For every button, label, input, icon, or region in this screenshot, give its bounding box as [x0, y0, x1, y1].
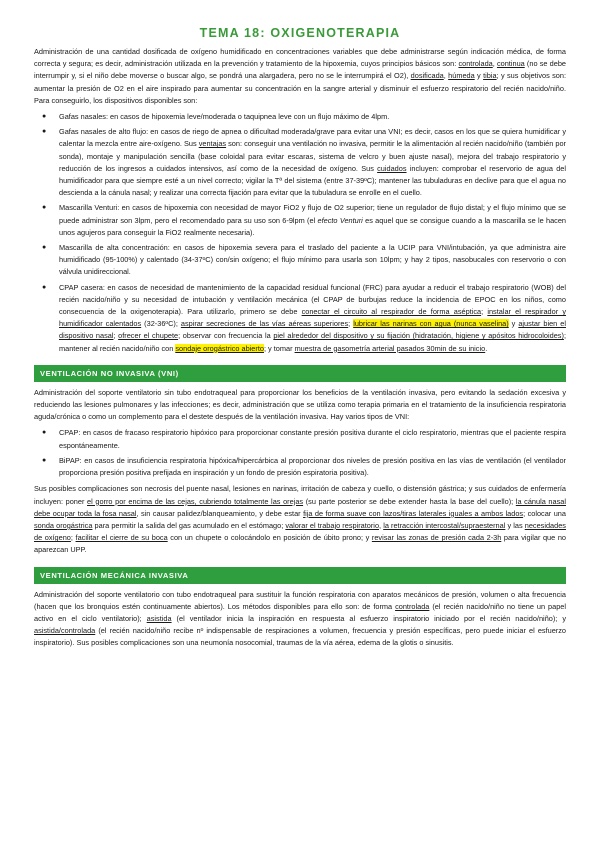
item-text: Gafas nasales de alto flujo: en casos de riego de apnea o dificultad moderada/grave para evitar una VNI; es decir, casos en los que se quiera humidificar y calentar la mezcla entre aire-oxígeno. Sus	[59, 127, 566, 149]
intro-text: ; y sus objetivos son: aumentar la presión de O2 en el aire inspirado para aumentar su concentración en la sangre arterial y disminuir el esfuerzo respiratorio del recién nacido/niño. Para conseguirlo, los dispositivos disponibles son:	[34, 71, 566, 105]
underlined-step: muestra de gasometría arterial pasados 30min de su inicio	[294, 343, 486, 353]
list-item-gafas-nasales	[34, 111, 566, 123]
separator: ;	[70, 533, 76, 543]
highlighted-step: lubricar las narinas con agua (nunca vaselina)	[353, 319, 509, 329]
item-text: Gafas nasales: en casos de hipoxemia leve/moderada o taquipnea leve con un flujo máximo de 4lpm.	[59, 112, 390, 122]
paragraph-text: (su parte posterior se debe extender hasta la base del cuello);	[303, 496, 516, 506]
method-asistida: asistida	[146, 613, 172, 623]
underlined-term: cuidados	[377, 163, 407, 173]
paragraph-text: (el recién nacido/niño no tiene un papel activo en el ciclo ventilatorio);	[34, 601, 566, 623]
bullet-icon: ●	[42, 113, 47, 121]
item-text: es aquel que se consigue cuando a la mascarilla se le hacen unos agujeros para conseguir la FiO2 realmente necesaria).	[59, 215, 566, 237]
item-text: Mascarilla Venturi: en casos de hipoxemia con necesidad de mayor FiO2 y flujo de O2 superior; tiene un regulador de flujo distal; y el flujo mínimo que se puede administrar son 3lpm, pero el recomendado para su uso son 6-9lpm (el	[59, 203, 566, 225]
item-text: CPAP casera: en casos de necesidad de mantenimiento de la capacidad residual funcional (FRC) para ayudar a reducir el trabajo respiratorio (WOB) del recién nacido/niño y su necesidad de intubación y ventilación mecánica (el CPAP de burbujas reduce la incidencia de EPOC en los niños, como consecuencia de la oxigenoterapia). Para utilizarlo, primero se debe	[59, 282, 566, 317]
bullet-icon: ●	[42, 456, 47, 464]
list-item-gafas-alto-flujo	[34, 126, 566, 199]
principle-continua: continua	[496, 59, 525, 69]
paragraph-text: ; colocar una	[523, 508, 566, 518]
separator: ;	[113, 331, 119, 341]
underlined-step: ajustar bien el dispositivo nasal	[59, 319, 566, 341]
principle-tibia: tibia	[483, 71, 497, 81]
bullet-icon: ●	[42, 429, 47, 437]
separator: ,	[443, 71, 449, 81]
paragraph-text: (el recién nacido/niño recibe nº indispensable de respiraciones a volumen, frecuencia y presión específicas, pero puede iniciar el esfuerzo inspiratorio). Sus posibles complicaciones son una neumonía nosocomial, traumas de la vía aérea, edema de la glotis o sinusitis.	[34, 626, 566, 648]
underlined-term: ventajas	[198, 139, 227, 149]
underlined-care: el gorro por encima de las cejas, cubriendo totalmente las orejas	[87, 496, 304, 506]
item-text: Mascarilla de alta concentración: en casos de hipoxemia severa para el traslado del paciente a la UCIP para VNI/intubación, ya que administra aire humidificado (95-100%) y calentado (34-37ºC) con/sin oxígeno; el flujo mínimo para usarla son 10lpm; y hay 2 tipos, nasobucales con reservorio o con válvula unidireccional.	[59, 243, 566, 277]
principle-dosificada: dosificada	[410, 71, 444, 81]
item-text: ; observar con frecuencia la	[178, 331, 274, 341]
underlined-step: instalar el respirador y humidificador calentados	[59, 307, 567, 329]
section-header-vni: VENTILACIÓN NO INVASIVA (VNI)	[34, 365, 566, 382]
underlined-care: revisar las zonas de presión cada 2-3h	[371, 533, 502, 543]
principle-humeda: húmeda	[448, 71, 475, 81]
vni-types-list	[34, 427, 566, 479]
separator: ,	[492, 59, 497, 69]
paragraph-text: con un chupete o colocándolo en posición de úbito prono; y	[167, 533, 372, 543]
item-text: ; mantener al recién nacido/niño con	[59, 331, 566, 353]
vni-complications-paragraph	[34, 483, 566, 556]
item-text: (32-36ºC);	[141, 319, 181, 329]
underlined-step: piel alrededor del dispositivo y su fijación (hidratación, higiene y apósitos hidrocoloides)	[273, 331, 564, 341]
highlighted-step: sondaje orogástrico abierto	[175, 343, 264, 353]
list-item-cpap-casera	[34, 282, 566, 355]
underlined-care: la cánula nasal debe ocupar toda la fosa nasal	[34, 496, 566, 518]
list-item-bipap	[34, 455, 566, 479]
method-controlada: controlada	[395, 601, 430, 611]
separator: y	[508, 319, 519, 329]
item-text: son: conseguir una ventilación no invasiva, permitir le la alimentación al recién nacido/niño (también por sonda), montaje y manipulación sencilla (base coloidal para evitar escaras, sistema de velcro y buen ajuste nasal), mejora del trabajo respiratorio y reducción de los ingresos a cuidados intensivos, así como de la necesidad de oxígeno. Sus	[59, 139, 566, 173]
underlined-care: valorar el trabajo respiratorio	[285, 520, 380, 530]
intro-paragraph	[34, 46, 566, 107]
bullet-icon: ●	[42, 244, 47, 252]
list-item-cpap	[34, 427, 566, 451]
item-text: BiPAP: en casos de insuficiencia respiratoria hipóxica/hipercárbica al proporcionar dos niveles de presión positiva en las vías de ventilación (el ventilador proporciona presión positiva prefijada en inspiración y un fondo de presión espiratoria positiva).	[59, 455, 566, 478]
vmi-paragraph	[34, 589, 566, 650]
underlined-care: facilitar el cierre de su boca	[75, 533, 168, 543]
separator: ;	[481, 307, 488, 317]
paragraph-text: , sin causar palidez/blanqueamiento, y debe estar	[136, 508, 304, 518]
underlined-care: fija de forma suave con lazos/tiras laterales iguales a ambos lados	[303, 508, 524, 518]
intro-text: (no se debe interrumpir y, si el niño debe moverse o buscar algo, se pondrá una alargadera, pero no se le interrumpirá el O2),	[34, 59, 566, 81]
underlined-step: conectar el circuito al respirador de forma aséptica	[301, 307, 482, 317]
method-asistida-controlada: asistida/controlada	[34, 626, 96, 636]
paragraph-text: para permitir la salida del gas acumulado en el estómago;	[92, 520, 286, 530]
item-text: CPAP: en casos de fracaso respiratorio hipóxico para proporcionar constante presión positiva durante el ciclo respiratorio, mientras que el paciente respira espontáneamente.	[59, 428, 566, 450]
underlined-care: la retracción intercostal/supraesternal	[383, 520, 506, 530]
item-text: incluyen: comprobar el reservorio de agua del humidificador para que siempre esté a un nivel correcto; vigilar la Tª del sistema (entre 37-39ºC); mantener las tubuladuras en declive para que el agua no descienda a la cánula nasal; y realizar una correcta fijación para evitar que la tubuladura se enrolle en el cuello.	[59, 163, 566, 198]
paragraph-text: Sus posibles complicaciones son necrosis del puente nasal, lesiones en narinas, irritación de cabeza y cuello, o distensión gástrica; y sus cuidados de enfermería incluyen: poner	[34, 484, 566, 506]
list-item-mascarilla-alta-concentracion	[34, 242, 566, 279]
separator: ;	[348, 319, 354, 329]
paragraph-text: y las	[505, 520, 525, 530]
list-item-mascarilla-venturi	[34, 202, 566, 239]
item-text: .	[485, 343, 488, 353]
bullet-icon: ●	[42, 204, 47, 212]
intro-text: Administración de una cantidad dosificada de oxígeno humidificado en concentraciones variables que debe administrarse según indicación médica, de forma correcta y segura; es decir, administración utilizada en la prevención y tratamiento de la hipoxemia, cuyos principios básicos son:	[34, 47, 566, 69]
separator: y	[474, 71, 484, 81]
principle-controlada: controlada	[458, 59, 493, 69]
italic-term: efecto Venturi	[317, 215, 363, 225]
page-title: TEMA 18: OXIGENOTERAPIA	[199, 26, 401, 40]
separator: ,	[379, 520, 384, 530]
bullet-icon: ●	[42, 128, 47, 136]
paragraph-text: Administración del soporte ventilatorio con tubo endotraqueal para sustituir la función respiratoria con aparatos mecánicos de presión, volumen o alta frecuencia (hacen que los bronquios estén continuamente abiertos). Los métodos disponibles para ello son: de forma	[34, 589, 566, 611]
paragraph-text: (el ventilador inicia la inspiración en respuesta al esfuerzo inspiratorio iniciado por el recién nacido/niño); y	[171, 613, 566, 623]
underlined-care: sonda orogástrica	[34, 520, 93, 530]
underlined-care: necesidades de oxígeno	[34, 520, 566, 543]
vni-paragraph: Administración del soporte ventilatorio sin tubo endotraqueal para proporcionar los beneficios de la ventilación invasiva, pero evitando la sedación excesiva y reduciendo las lesiones pulmonares y las infecciones; es decir, administración que se utiliza como terapia primaria en el tratamiento de la insuficiencia respiratoria aguda/crónica o como un complemento para el destete después de la ventilación invasiva. Hay varios tipos de VNI:	[34, 387, 566, 422]
paragraph-text: para vigilar que no aparezcan UPP.	[34, 533, 566, 555]
devices-list	[34, 111, 566, 355]
bullet-icon: ●	[42, 283, 47, 291]
underlined-step: ofrecer el chupete	[118, 331, 179, 341]
underlined-step: aspirar secreciones de las vías aéreas superiores	[180, 319, 349, 329]
item-text: ; y tomar	[263, 343, 295, 353]
section-header-vmi: VENTILACIÓN MECÁNICA INVASIVA	[34, 567, 566, 584]
